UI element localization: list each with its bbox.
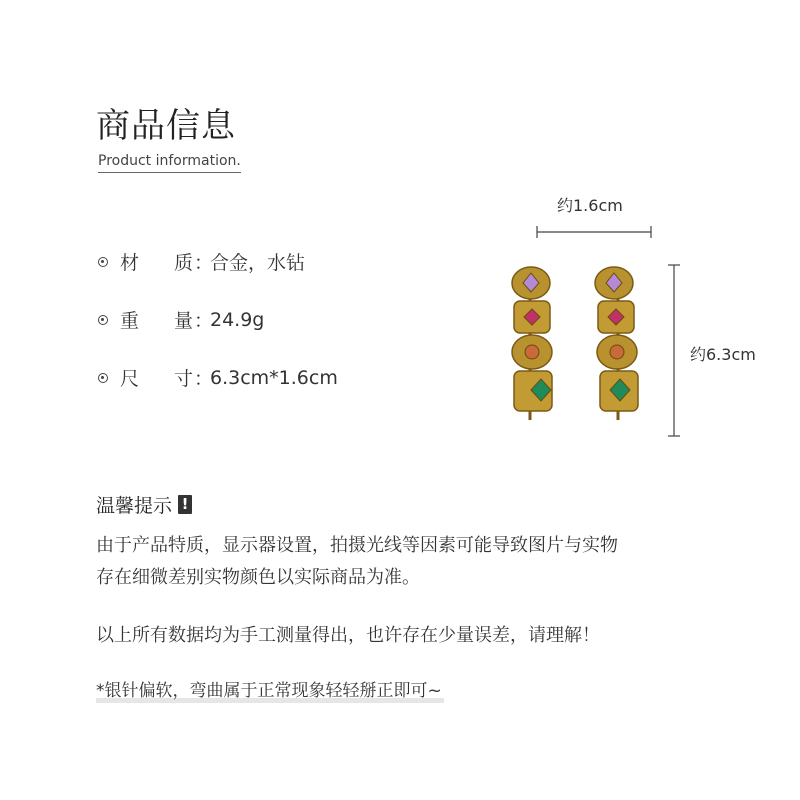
tips-title-text: 温馨提示: [96, 495, 173, 517]
tips-line-2: 存在细微差别实物颜色以实际商品为准。: [96, 567, 420, 588]
spec-key-a: 尺: [120, 368, 140, 390]
spec-colon: ：: [194, 310, 214, 332]
spec-key-b: 寸: [174, 368, 194, 390]
height-measure-line: [668, 265, 680, 436]
page-subtitle: Product information.: [98, 153, 241, 173]
tips-line-1: 由于产品特质，显示器设置，拍摄光线等因素可能导致图片与实物: [96, 535, 618, 556]
earring-left: [512, 267, 552, 420]
page-title: 商品信息: [96, 106, 236, 146]
exclamation-icon: !: [178, 495, 192, 514]
spec-key-a: 重: [120, 310, 140, 332]
tips-title: [96, 491, 192, 518]
height-label: 约6.3cm: [690, 345, 756, 364]
spec-value: 合金，水钻: [210, 252, 306, 274]
spec-colon: ：: [194, 368, 214, 390]
spec-key-b: 量: [174, 310, 194, 332]
tips-line-3: 以上所有数据均为手工测量得出，也许存在少量误差，请理解！: [96, 625, 600, 646]
spec-key-b: 质: [174, 252, 194, 274]
width-measure-line: [537, 226, 651, 238]
spec-colon: ：: [194, 252, 214, 274]
spec-key-a: 材: [120, 252, 140, 274]
tips-note: *银针偏软，弯曲属于正常现象轻轻掰正即可~: [96, 681, 442, 701]
earring-right: [595, 267, 638, 420]
spec-value: 6.3cm*1.6cm: [210, 366, 338, 389]
spec-value: 24.9g: [210, 308, 265, 331]
width-label: 约1.6cm: [557, 196, 623, 215]
